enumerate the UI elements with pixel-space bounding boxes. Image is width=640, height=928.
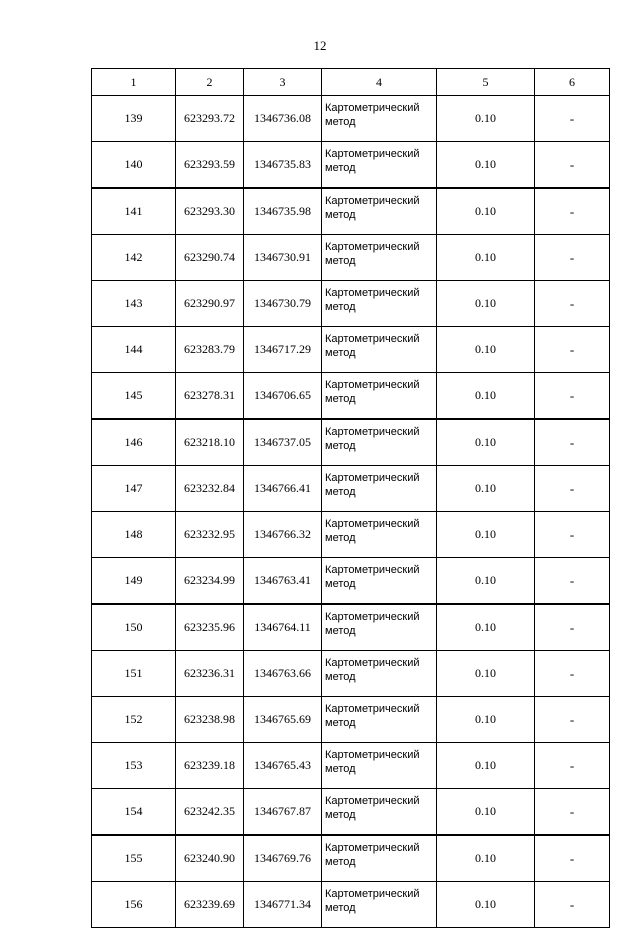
coord-x: 623234.99 — [176, 558, 244, 605]
point-number: 146 — [92, 419, 176, 466]
coord-x: 623240.90 — [176, 835, 244, 882]
method: Картометрический метод — [322, 419, 437, 466]
note: - — [535, 651, 610, 697]
note: - — [535, 604, 610, 651]
table-row — [92, 604, 610, 651]
point-number: 148 — [92, 512, 176, 558]
point-number: 145 — [92, 373, 176, 420]
coord-x: 623238.98 — [176, 697, 244, 743]
note: - — [535, 789, 610, 836]
accuracy: 0.10 — [437, 604, 535, 651]
accuracy: 0.10 — [437, 697, 535, 743]
method: Картометрический метод — [322, 373, 437, 420]
note: - — [535, 142, 610, 189]
point-number: 141 — [92, 188, 176, 235]
coord-y: 1346767.87 — [244, 789, 322, 836]
coord-x: 623236.31 — [176, 651, 244, 697]
method: Картометрический метод — [322, 281, 437, 327]
table-row — [92, 419, 610, 466]
point-number: 140 — [92, 142, 176, 189]
page-number: 12 — [313, 38, 327, 53]
note: - — [535, 327, 610, 373]
method: Картометрический метод — [322, 235, 437, 281]
note: - — [535, 466, 610, 512]
accuracy: 0.10 — [437, 558, 535, 605]
table-row — [92, 188, 610, 235]
note: - — [535, 419, 610, 466]
table-row — [92, 835, 610, 882]
point-number: 147 — [92, 466, 176, 512]
coord-x: 623283.79 — [176, 327, 244, 373]
point-number: 153 — [92, 743, 176, 789]
method: Картометрический метод — [322, 743, 437, 789]
coord-y: 1346735.98 — [244, 188, 322, 235]
method: Картометрический метод — [322, 327, 437, 373]
header-col-1: 1 — [92, 69, 176, 96]
point-number: 155 — [92, 835, 176, 882]
note: - — [535, 558, 610, 605]
method: Картометрический метод — [322, 142, 437, 189]
point-number: 149 — [92, 558, 176, 605]
accuracy: 0.10 — [437, 327, 535, 373]
method: Картометрический метод — [322, 604, 437, 651]
table-row — [92, 697, 610, 743]
coord-y: 1346771.34 — [244, 882, 322, 928]
header-col-6: 6 — [535, 69, 610, 96]
accuracy: 0.10 — [437, 188, 535, 235]
accuracy: 0.10 — [437, 882, 535, 928]
header-col-3: 3 — [244, 69, 322, 96]
point-number: 143 — [92, 281, 176, 327]
coord-x: 623235.96 — [176, 604, 244, 651]
header-col-5: 5 — [437, 69, 535, 96]
coord-x: 623232.84 — [176, 466, 244, 512]
coord-x: 623293.59 — [176, 142, 244, 189]
coord-y: 1346730.91 — [244, 235, 322, 281]
accuracy: 0.10 — [437, 281, 535, 327]
note: - — [535, 188, 610, 235]
method: Картометрический метод — [322, 697, 437, 743]
accuracy: 0.10 — [437, 96, 535, 142]
coord-y: 1346717.29 — [244, 327, 322, 373]
table-row — [92, 466, 610, 512]
header-col-4: 4 — [322, 69, 437, 96]
table-row — [92, 327, 610, 373]
table-row — [92, 512, 610, 558]
accuracy: 0.10 — [437, 419, 535, 466]
accuracy: 0.10 — [437, 142, 535, 189]
note: - — [535, 835, 610, 882]
coord-x: 623239.18 — [176, 743, 244, 789]
method: Картометрический метод — [322, 789, 437, 836]
coord-x: 623290.74 — [176, 235, 244, 281]
coord-x: 623293.72 — [176, 96, 244, 142]
note: - — [535, 235, 610, 281]
table-row — [92, 142, 610, 189]
note: - — [535, 743, 610, 789]
coord-x: 623239.69 — [176, 882, 244, 928]
coord-y: 1346736.08 — [244, 96, 322, 142]
point-number: 154 — [92, 789, 176, 836]
method: Картометрический метод — [322, 558, 437, 605]
table-row — [92, 373, 610, 420]
coord-y: 1346764.11 — [244, 604, 322, 651]
coord-y: 1346706.65 — [244, 373, 322, 420]
point-number: 150 — [92, 604, 176, 651]
coord-y: 1346737.05 — [244, 419, 322, 466]
accuracy: 0.10 — [437, 512, 535, 558]
method: Картометрический метод — [322, 466, 437, 512]
note: - — [535, 373, 610, 420]
table-row — [92, 743, 610, 789]
coordinates-table — [91, 68, 610, 928]
coord-y: 1346765.43 — [244, 743, 322, 789]
coord-y: 1346766.32 — [244, 512, 322, 558]
coord-x: 623218.10 — [176, 419, 244, 466]
point-number: 139 — [92, 96, 176, 142]
accuracy: 0.10 — [437, 789, 535, 836]
coord-y: 1346765.69 — [244, 697, 322, 743]
note: - — [535, 281, 610, 327]
coord-x: 623278.31 — [176, 373, 244, 420]
method: Картометрический метод — [322, 512, 437, 558]
method: Картометрический метод — [322, 96, 437, 142]
accuracy: 0.10 — [437, 466, 535, 512]
method: Картометрический метод — [322, 835, 437, 882]
table-row — [92, 281, 610, 327]
table-row — [92, 789, 610, 836]
note: - — [535, 512, 610, 558]
accuracy: 0.10 — [437, 651, 535, 697]
coord-x: 623242.35 — [176, 789, 244, 836]
note: - — [535, 697, 610, 743]
coord-x: 623232.95 — [176, 512, 244, 558]
note: - — [535, 882, 610, 928]
note: - — [535, 96, 610, 142]
coord-y: 1346769.76 — [244, 835, 322, 882]
point-number: 142 — [92, 235, 176, 281]
coord-x: 623293.30 — [176, 188, 244, 235]
point-number: 144 — [92, 327, 176, 373]
point-number: 156 — [92, 882, 176, 928]
method: Картометрический метод — [322, 651, 437, 697]
method: Картометрический метод — [322, 882, 437, 928]
coord-x: 623290.97 — [176, 281, 244, 327]
header-col-2: 2 — [176, 69, 244, 96]
table-row — [92, 651, 610, 697]
accuracy: 0.10 — [437, 743, 535, 789]
coord-y: 1346730.79 — [244, 281, 322, 327]
coord-y: 1346766.41 — [244, 466, 322, 512]
table-row — [92, 96, 610, 142]
coord-y: 1346763.66 — [244, 651, 322, 697]
method: Картометрический метод — [322, 188, 437, 235]
accuracy: 0.10 — [437, 235, 535, 281]
accuracy: 0.10 — [437, 835, 535, 882]
point-number: 151 — [92, 651, 176, 697]
table-row — [92, 558, 610, 605]
coord-y: 1346763.41 — [244, 558, 322, 605]
accuracy: 0.10 — [437, 373, 535, 420]
table-row — [92, 235, 610, 281]
point-number: 152 — [92, 697, 176, 743]
table-header-row — [92, 69, 610, 96]
coord-y: 1346735.83 — [244, 142, 322, 189]
